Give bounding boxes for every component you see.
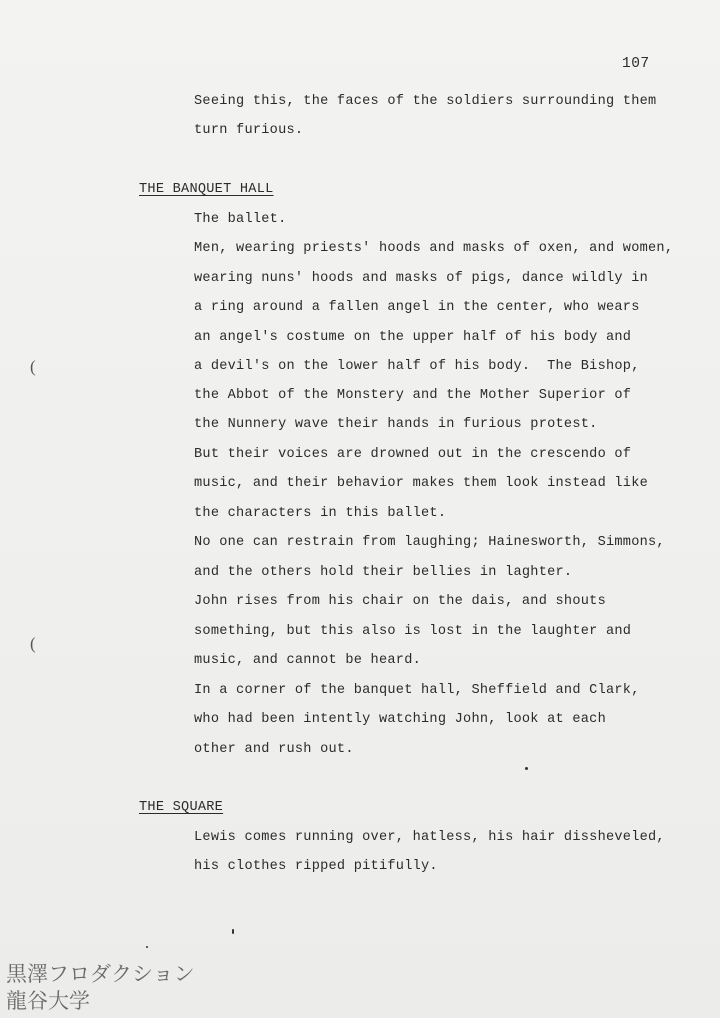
text-line: Lewis comes running over, hatless, his hair dissheveled, [194, 830, 665, 845]
margin-mark: ( [30, 357, 36, 376]
text-line: No one can restrain from laughing; Hainesworth, Simmons, [194, 535, 665, 550]
text-line: Seeing this, the faces of the soldiers surrounding them [194, 94, 657, 109]
text-line: who had been intently watching John, look at each [194, 712, 606, 727]
scan-speck [525, 767, 528, 770]
text-line: an angel's costume on the upper half of his body and [194, 330, 632, 345]
text-line: other and rush out. [194, 742, 354, 757]
scene-heading-square: THE SQUARE [139, 800, 224, 815]
text-line: The ballet. [194, 212, 287, 227]
text-line: a devil's on the lower half of his body. The Bishop, [194, 359, 640, 374]
scan-speck [146, 946, 148, 948]
margin-mark: ( [30, 634, 36, 653]
page-number: 107 [622, 56, 650, 72]
text-line: the Abbot of the Monstery and the Mother Superior of [194, 388, 632, 403]
text-line: turn furious. [194, 123, 304, 138]
text-line: a ring around a fallen angel in the center, who wears [194, 300, 640, 315]
text-line: John rises from his chair on the dais, and shouts [194, 594, 606, 609]
watermark-line-1: 黒澤フロダクション [6, 962, 195, 986]
scan-speck [232, 929, 234, 934]
text-line: the Nunnery wave their hands in furious protest. [194, 417, 598, 432]
text-line: In a corner of the banquet hall, Sheffield and Clark, [194, 683, 640, 698]
text-line: music, and cannot be heard. [194, 653, 422, 668]
text-line: the characters in this ballet. [194, 506, 447, 521]
text-line: music, and their behavior makes them look instead like [194, 476, 649, 491]
text-line: wearing nuns' hoods and masks of pigs, dance wildly in [194, 271, 649, 286]
text-line: But their voices are drowned out in the crescendo of [194, 447, 632, 462]
watermark-line-2: 龍谷大学 [6, 989, 90, 1013]
text-line: and the others hold their bellies in laghter. [194, 565, 573, 580]
text-line: Men, wearing priests' hoods and masks of oxen, and women, [194, 241, 674, 256]
text-line: his clothes ripped pitifully. [194, 859, 438, 874]
text-line: something, but this also is lost in the laughter and [194, 624, 632, 639]
scene-heading-banquet-hall: THE BANQUET HALL [139, 182, 274, 197]
